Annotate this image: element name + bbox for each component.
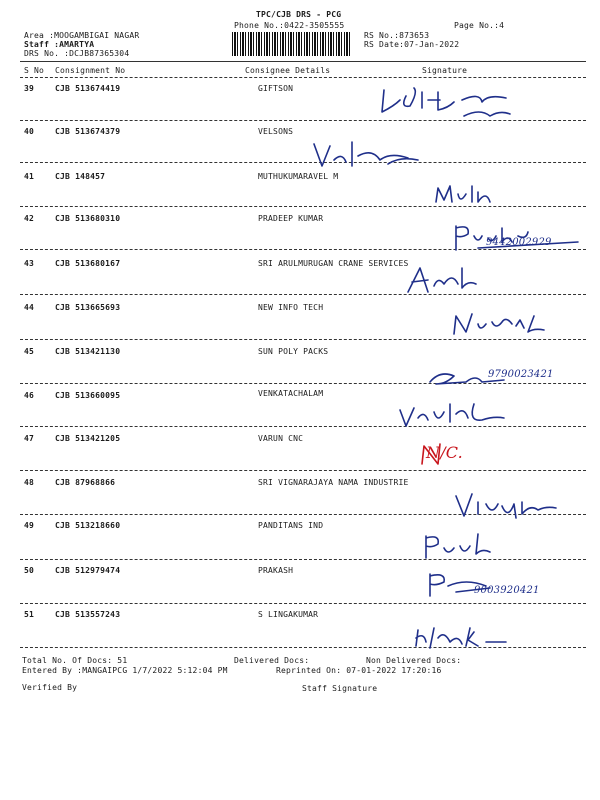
row-sno: 42 (24, 214, 35, 223)
row-consignee: SUN POLY PACKS (258, 347, 329, 356)
row-divider (20, 470, 586, 471)
entered-by: Entered By :MANGAIPCG 1/7/2022 5:12:04 PM (22, 666, 228, 675)
handwritten-phone-row-45: 9790023421 (488, 369, 554, 380)
row-consignment: CJB 513674419 (55, 84, 121, 93)
row-consignment: CJB 513218660 (55, 521, 121, 530)
reprinted-on: Reprinted On: 07-01-2022 17:20:16 (276, 666, 442, 675)
column-header-consignee: Consignee Details (245, 66, 331, 75)
row-consignee: VENKATACHALAM (258, 389, 324, 398)
row-consignee: VARUN CNC (258, 434, 304, 443)
signature-row-40 (300, 134, 440, 174)
row-consignment: CJB 513557243 (55, 610, 121, 619)
row-sno: 44 (24, 303, 35, 312)
row-consignee: PANDITANS IND (258, 521, 324, 530)
row-sno: 51 (24, 610, 35, 619)
column-header-signature: Signature (422, 66, 468, 75)
row-sno: 48 (24, 478, 35, 487)
handwritten-phone-row-50: 9003920421 (474, 585, 540, 596)
non-delivered-docs: Non Delivered Docs: (366, 656, 462, 665)
row-sno: 39 (24, 84, 35, 93)
row-consignment: CJB 513660095 (55, 391, 121, 400)
row-sno: 49 (24, 521, 35, 530)
rs-number: RS No.:873653 (364, 31, 430, 40)
signature-row-41 (430, 180, 510, 210)
row-consignment: CJB 148457 (55, 172, 106, 181)
phone-number: Phone No.:0422-3505555 (234, 21, 345, 30)
row-sno: 40 (24, 127, 35, 136)
row-consignee: SRI VIGNARAJAYA NAMA INDUSTRIE (258, 478, 409, 487)
column-header-sno: S No (24, 66, 45, 75)
row-consignee: GIFTSON (258, 84, 294, 93)
row-consignment: CJB 513680167 (55, 259, 121, 268)
staff-signature: Staff Signature (302, 684, 378, 693)
row-sno: 47 (24, 434, 35, 443)
row-consignment: CJB 513674379 (55, 127, 121, 136)
row-consignee: PRADEEP KUMAR (258, 214, 324, 223)
total-docs: Total No. Of Docs: 51 (22, 656, 128, 665)
signature-row-48 (452, 488, 562, 524)
rs-date: RS Date:07-Jan-2022 (364, 40, 460, 49)
column-header-divider (20, 77, 586, 78)
row-sno: 50 (24, 566, 35, 575)
row-sno: 41 (24, 172, 35, 181)
row-consignee: MUTHUKUMARAVEL M (258, 172, 339, 181)
row-consignee: S LINGAKUMAR (258, 610, 319, 619)
row-consignment: CJB 512979474 (55, 566, 121, 575)
row-consignee: NEW INFO TECH (258, 303, 324, 312)
row-sno: 43 (24, 259, 35, 268)
row-consignee: PRAKASH (258, 566, 294, 575)
row-consignment: CJB 87968866 (55, 478, 116, 487)
signature-row-49 (420, 530, 510, 560)
signature-row-46 (394, 396, 524, 432)
signature-row-44 (450, 306, 570, 342)
staff-label: Staff :AMARTYA (24, 40, 95, 49)
row-consignment: CJB 513665693 (55, 303, 121, 312)
page-number: Page No.:4 (454, 21, 505, 30)
verified-by: Verified By (22, 683, 78, 692)
row-consignee: VELSONS (258, 127, 294, 136)
signature-row-39 (370, 82, 530, 132)
row-consignee: SRI ARULMURUGAN CRANE SERVICES (258, 259, 409, 268)
header-divider (20, 61, 586, 62)
column-header-consignment: Consignment No (55, 66, 126, 75)
row-divider (20, 603, 586, 604)
delivered-docs: Delivered Docs: (234, 656, 310, 665)
handwritten-nc-mark: N/C. (426, 443, 463, 462)
row-sno: 46 (24, 391, 35, 400)
signature-row-51 (408, 620, 528, 652)
document-title: TPC/CJB DRS - PCG (256, 10, 342, 19)
barcode-image (232, 32, 350, 56)
handwritten-phone-row-42: 9442002929 (486, 237, 552, 248)
row-divider (20, 294, 586, 295)
signature-row-43 (400, 262, 490, 298)
row-consignment: CJB 513421130 (55, 347, 121, 356)
drs-number: DRS No. :DCJB87365304 (24, 49, 130, 58)
row-sno: 45 (24, 347, 35, 356)
area-label: Area :MOOGAMBIGAI NAGAR (24, 31, 140, 40)
row-consignment: CJB 513421205 (55, 434, 121, 443)
row-consignment: CJB 513680310 (55, 214, 121, 223)
